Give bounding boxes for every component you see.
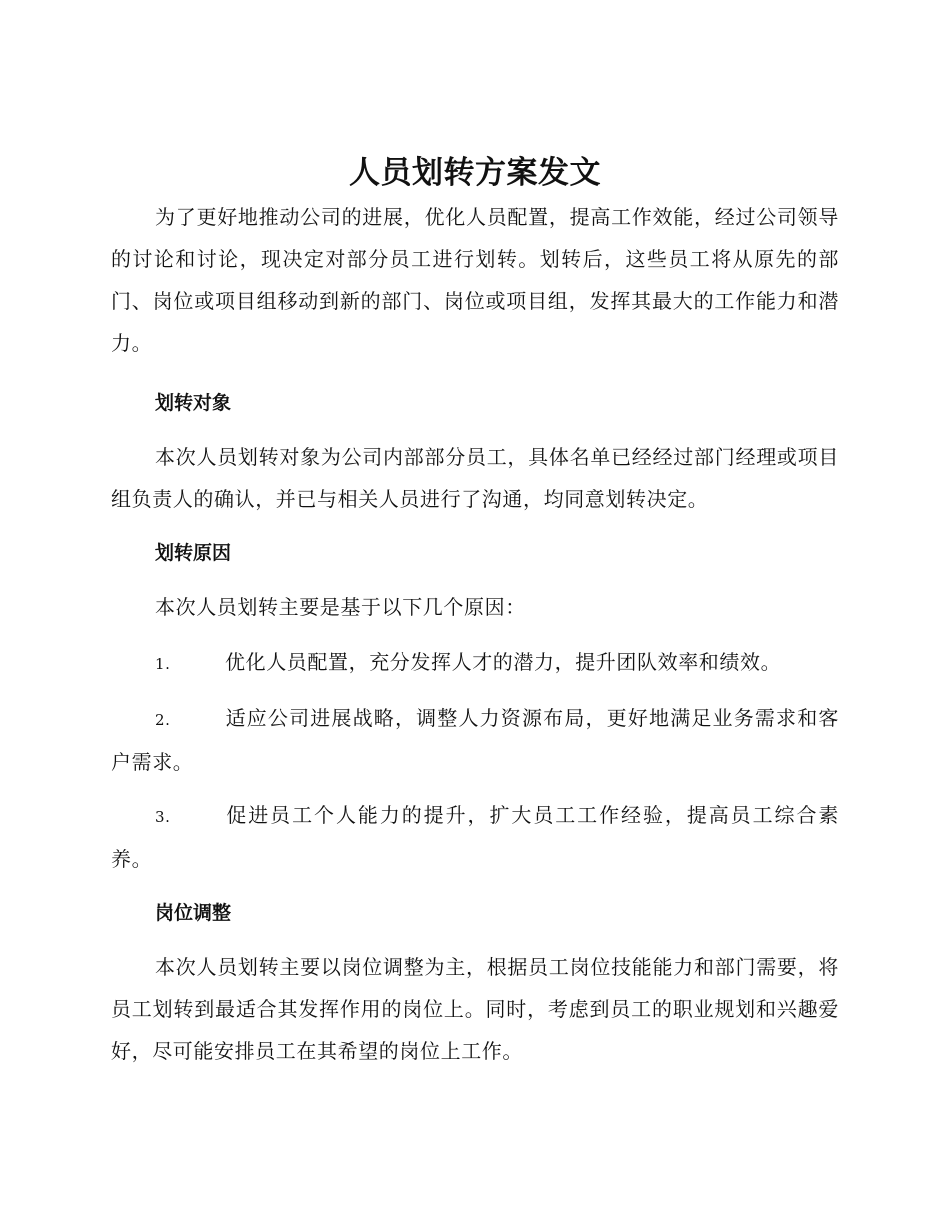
list-item-number: 2. bbox=[155, 711, 171, 729]
list-item-text: 优化人员配置，充分发挥人才的潜力，提升团队效率和绩效。 bbox=[225, 650, 782, 674]
list-item bbox=[111, 794, 839, 880]
intro-paragraph: 为了更好地推动公司的进展，优化人员配置，提高工作效能，经过公司领导的讨论和讨论，现决定对部分员工进行划转。划转后，这些员工将从原先的部门、岗位或项目组移动到新的部门、岗位或项目组，发挥其最大的工作能力和潜力。 bbox=[111, 205, 839, 355]
transfer-targets-paragraph: 本次人员划转对象为公司内部部分员工，具体名单已经经过部门经理或项目组负责人的确认，并已与相关人员进行了沟通，均同意划转决定。 bbox=[111, 445, 839, 511]
section-heading-transfer-targets: 划转对象 bbox=[155, 392, 232, 414]
list-item-number: 1. bbox=[155, 655, 171, 673]
list-item-text: 促进员工个人能力的提升，扩大员工工作经验，提高员工综合素养。 bbox=[111, 803, 839, 871]
section-heading-transfer-reasons: 划转原因 bbox=[155, 542, 232, 564]
list-item bbox=[111, 697, 839, 783]
list-item-text: 适应公司进展战略，调整人力资源布局，更好地满足业务需求和客户需求。 bbox=[111, 706, 839, 774]
section-heading-position-adjustment: 岗位调整 bbox=[155, 902, 232, 924]
list-item-number: 3. bbox=[155, 808, 171, 826]
position-adjustment-paragraph: 本次人员划转主要以岗位调整为主，根据员工岗位技能能力和部门需要，将员工划转到最适合其发挥作用的岗位上。同时，考虑到员工的职业规划和兴趣爱好，尽可能安排员工在其希望的岗位上工作。 bbox=[111, 955, 839, 1063]
list-item bbox=[111, 641, 839, 685]
transfer-reasons-paragraph: 本次人员划转主要是基于以下几个原因： bbox=[155, 595, 526, 619]
document-title: 人员划转方案发文 bbox=[349, 155, 601, 191]
